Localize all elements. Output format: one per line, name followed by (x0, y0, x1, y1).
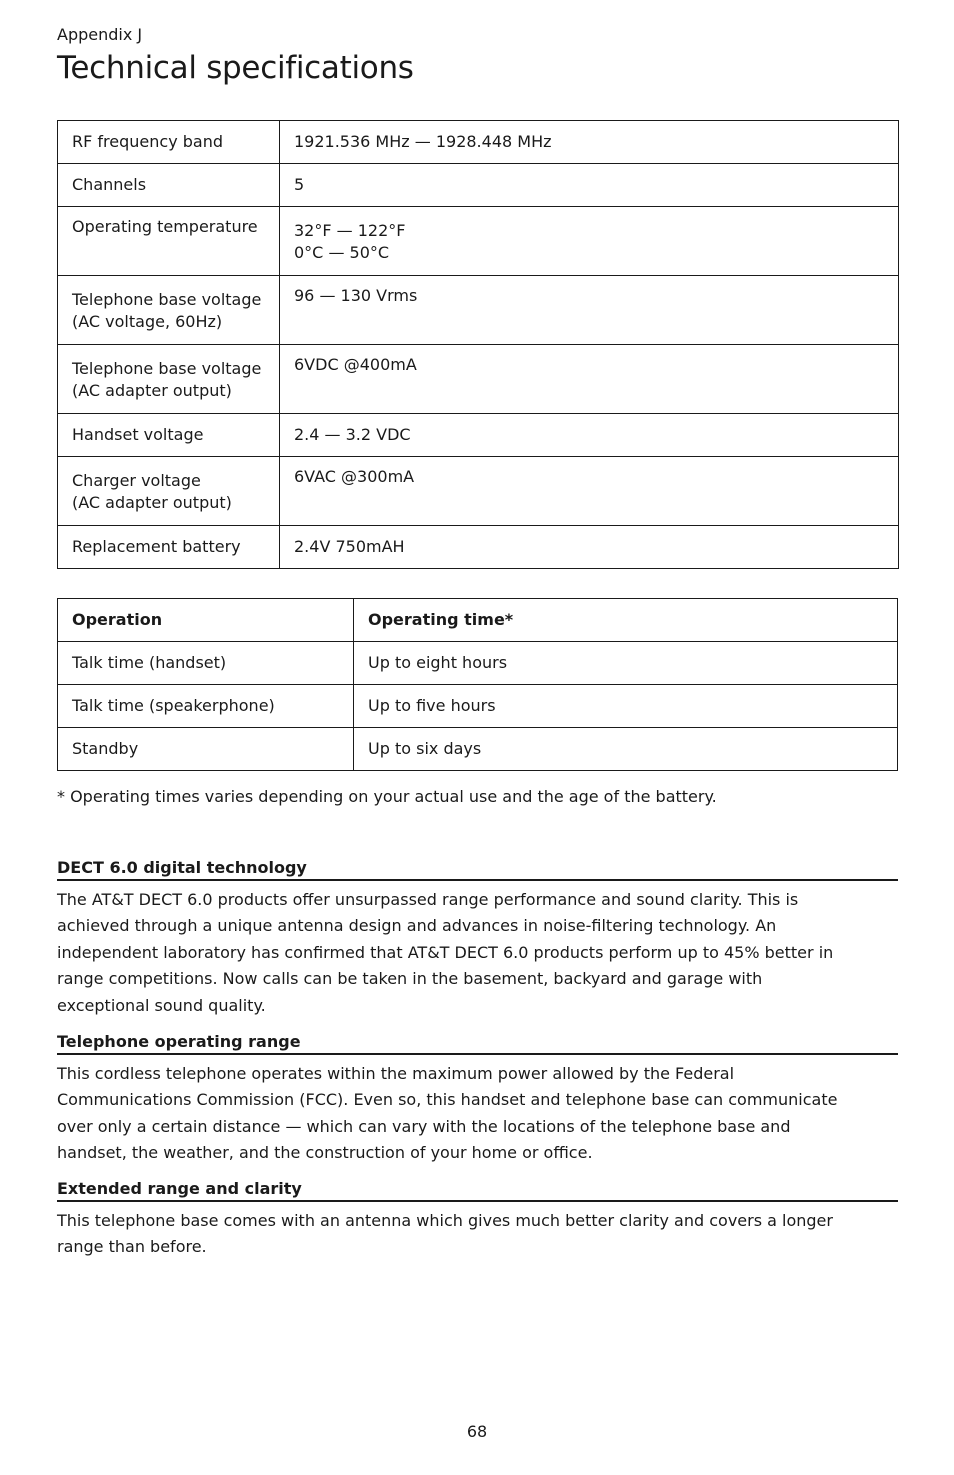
spec-value: 96 — 130 Vrms (280, 276, 899, 345)
table-cell: Standby (58, 728, 354, 771)
table-row (58, 685, 898, 728)
table-row (58, 728, 898, 771)
spec-label-line: (AC voltage, 60Hz) (72, 312, 223, 331)
spec-value: 2.4 — 3.2 VDC (280, 414, 899, 457)
spec-label: Operating temperature (58, 207, 280, 276)
section-heading: Extended range and clarity (57, 1179, 898, 1202)
spec-label (58, 276, 280, 345)
paragraph-line: The AT&T DECT 6.0 products offer unsurpassed range performance and sound clarity. This is (57, 890, 799, 909)
spec-label-line: Charger voltage (72, 471, 201, 490)
section-heading: DECT 6.0 digital technology (57, 858, 898, 881)
paragraph-line: over only a certain distance — which can vary with the locations of the telephone base and (57, 1116, 791, 1136)
spec-value: 5 (280, 164, 899, 207)
spec-value-line: 0°C — 50°C (294, 243, 390, 262)
spec-label-line: (AC adapter output) (72, 381, 232, 400)
spec-label (58, 345, 280, 414)
spec-value: 2.4V 750mAH (280, 526, 899, 569)
table-row (58, 164, 899, 207)
paragraph-line: range competitions. Now calls can be taken in the basement, backyard and garage with (57, 969, 763, 989)
footnote: * Operating times varies depending on your actual use and the age of the battery. (57, 787, 717, 806)
spec-value: 6VAC @300mA (280, 457, 899, 526)
column-header: Operating time* (354, 599, 898, 642)
paragraph-line: achieved through a unique antenna design and advances in noise-filtering technology. An (57, 916, 777, 936)
spec-value (280, 207, 899, 276)
spec-value: 6VDC @400mA (280, 345, 899, 414)
spec-table (57, 120, 899, 569)
paragraph-line: range than before. (57, 1237, 207, 1257)
table-cell: Talk time (speakerphone) (58, 685, 354, 728)
paragraph-line: Communications Commission (FCC). Even so, this handset and telephone base can communicate (57, 1090, 838, 1110)
spec-label-line: Telephone base voltage (72, 359, 262, 378)
table-row (58, 345, 899, 414)
section-paragraph (57, 887, 898, 1019)
section-paragraph (57, 1061, 898, 1167)
spec-label (58, 457, 280, 526)
table-row (58, 276, 899, 345)
appendix-label: Appendix J (57, 25, 143, 44)
paragraph-line: independent laboratory has confirmed that AT&T DECT 6.0 products perform up to 45% better in (57, 942, 834, 962)
spec-label: RF frequency band (58, 121, 280, 164)
spec-label: Replacement battery (58, 526, 280, 569)
spec-label-line: (AC adapter output) (72, 493, 232, 512)
spec-label: Handset voltage (58, 414, 280, 457)
operation-table (57, 598, 898, 771)
paragraph-line: This cordless telephone operates within the maximum power allowed by the Federal (57, 1064, 735, 1083)
section-heading: Telephone operating range (57, 1032, 898, 1055)
spec-value-line: 32°F — 122°F (294, 221, 406, 240)
spec-label-line: Telephone base voltage (72, 290, 262, 309)
paragraph-line: handset, the weather, and the construction of your home or office. (57, 1143, 593, 1163)
paragraph-line: exceptional sound quality. (57, 995, 266, 1015)
table-row (58, 457, 899, 526)
table-cell: Talk time (handset) (58, 642, 354, 685)
table-row (58, 414, 899, 457)
table-cell: Up to five hours (354, 685, 898, 728)
table-cell: Up to eight hours (354, 642, 898, 685)
page-title: Technical specifications (57, 50, 414, 86)
spec-label: Channels (58, 164, 280, 207)
spec-value: 1921.536 MHz — 1928.448 MHz (280, 121, 899, 164)
table-row (58, 526, 899, 569)
column-header: Operation (58, 599, 354, 642)
paragraph-line: This telephone base comes with an antenna which gives much better clarity and covers a longer (57, 1211, 833, 1230)
table-row (58, 121, 899, 164)
section-paragraph (57, 1208, 898, 1261)
table-cell: Up to six days (354, 728, 898, 771)
table-row (58, 207, 899, 276)
page-number: 68 (466, 1422, 488, 1441)
table-header-row (58, 599, 898, 642)
table-row (58, 642, 898, 685)
